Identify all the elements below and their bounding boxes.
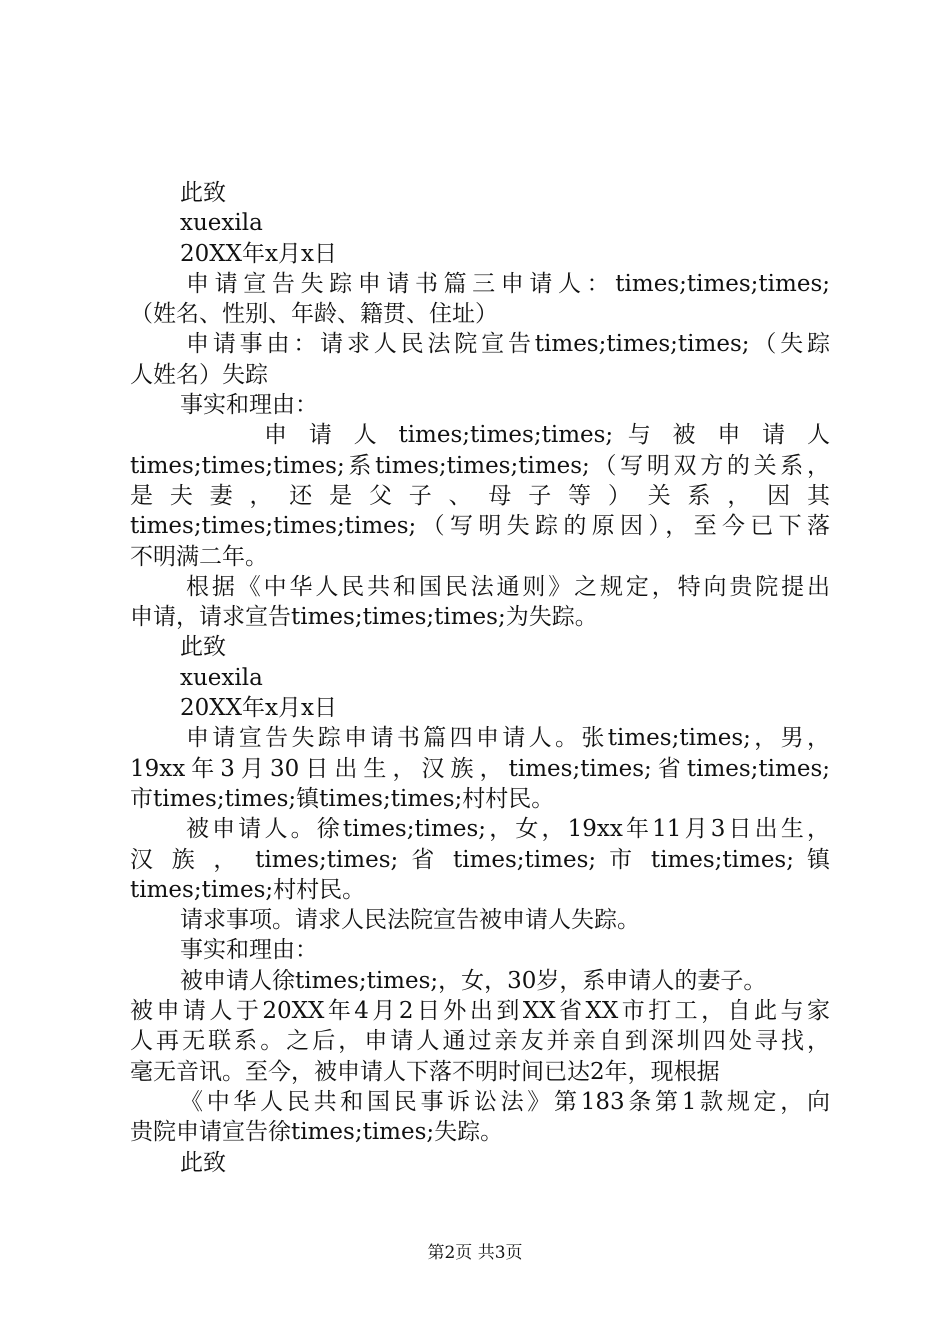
closing-line: 此致 xyxy=(180,180,226,206)
page-number: 第2页 共3页 xyxy=(427,1243,523,1263)
text-line: times;times;times;系times;times;times;（写明双方的关系， xyxy=(130,452,830,479)
text-line: times;times;村村民。 xyxy=(130,876,366,903)
text-line: 根据《中华人民共和国民法通则》之规定，特向贵院提出 xyxy=(186,573,830,600)
text-line: 被申请人徐times;times;，女，30岁，系申请人的妻子。 xyxy=(180,967,767,994)
text-line: 申请事由：请求人民法院宣告times;times;times;（失踪 xyxy=(186,331,830,358)
closing-line: 此致 xyxy=(180,634,226,661)
text-line: 是 夫 妻 ， 还 是 父 子 、 母 子 等 ） 关 系 ， 因 其 xyxy=(130,482,830,509)
text-line: 汉 族 ， times;times; 省 times;times; 市 times;times; 镇 xyxy=(130,846,830,873)
text-line: 申请宣告失踪申请书篇四申请人。张times;times;，男， xyxy=(186,725,830,752)
text-line: 请求事项。请求人民法院宣告被申请人失踪。 xyxy=(180,907,640,934)
text-line: 被申请人于20XX年4月2日外出到XX省XX市打工，自此与家 xyxy=(130,998,830,1025)
signature-line: xuexila xyxy=(180,664,263,691)
text-line: 申请，请求宣告times;times;times;为失踪。 xyxy=(130,604,598,631)
signature-line: xuexila xyxy=(180,210,263,237)
text-line: 不明满二年。 xyxy=(130,543,268,570)
document-body xyxy=(130,178,830,1178)
date-line: 20XX年x月x日 xyxy=(180,695,337,722)
text-line: 被申请人。徐times;times;，女，19xx年11月3日出生， xyxy=(186,816,830,843)
text-line: 19xx年3月30日出生，汉族，times;times;省times;times; xyxy=(130,755,830,782)
text-line: 毫无音讯。至今，被申请人下落不明时间已达2年，现根据 xyxy=(130,1058,720,1085)
closing-line: 此致 xyxy=(180,1149,226,1176)
text-line: （姓名、性别、年龄、籍贯、住址） xyxy=(130,301,498,328)
text-line: 人姓名）失踪 xyxy=(130,361,268,388)
text-line: 人再无联系。之后，申请人通过亲友并亲自到深圳四处寻找， xyxy=(130,1028,830,1055)
text-line: 《中华人民共和国民事诉讼法》第183条第1款规定，向 xyxy=(180,1088,830,1115)
date-line: 20XX年x月x日 xyxy=(180,240,337,267)
text-line: times;times;times;times;（写明失踪的原因），至今已下落 xyxy=(130,513,830,540)
text-line: 贵院申请宣告徐times;times;失踪。 xyxy=(130,1119,504,1146)
section-heading: 事实和理由： xyxy=(180,937,318,964)
text-line: 市times;times;镇times;times;村村民。 xyxy=(130,785,555,812)
text-line: 申请宣告失踪申请书篇三申请人：times;times;times; xyxy=(186,270,830,297)
section-heading: 事实和理由： xyxy=(180,392,318,419)
text-line: 申 请 人 times;times;times; 与 被 申 请 人 xyxy=(264,422,830,449)
